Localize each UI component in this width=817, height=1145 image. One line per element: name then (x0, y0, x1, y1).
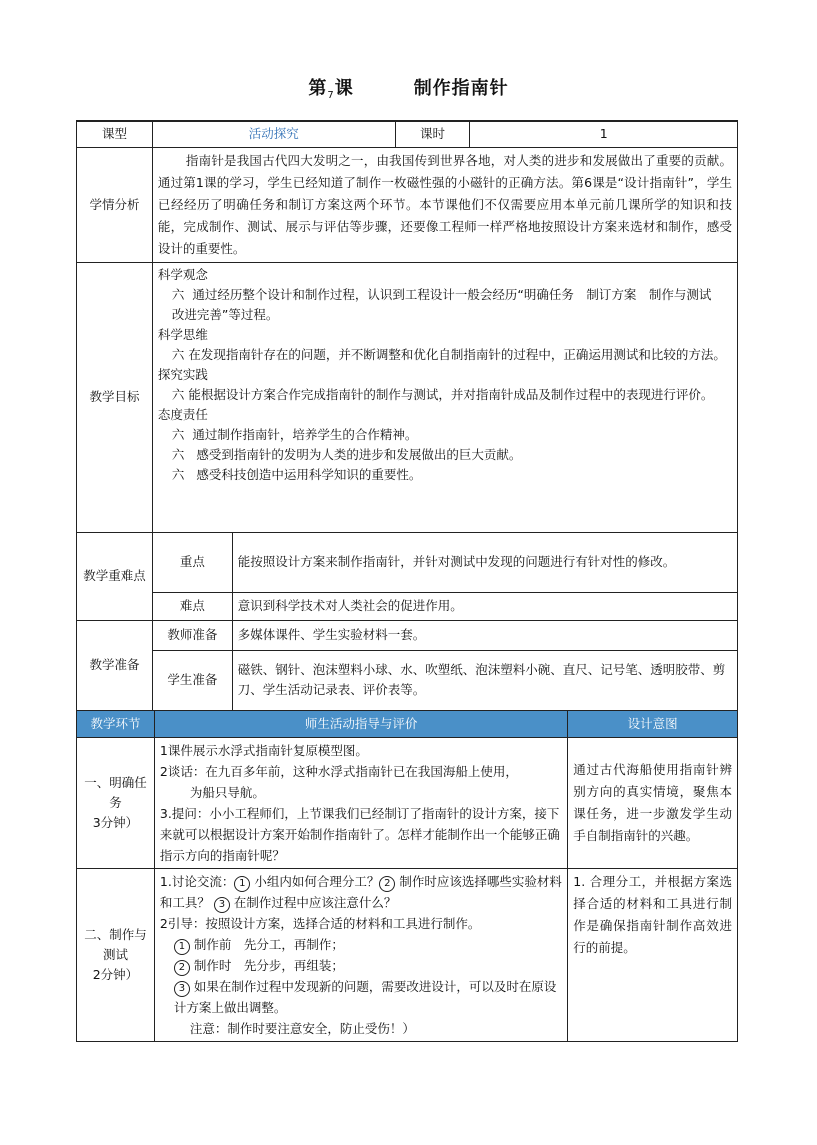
header-activity: 师生活动指导与评价 (154, 711, 567, 738)
step-line: 2 制作时 先分步，再组装； (160, 955, 562, 976)
goal-item: 六 通过制作指南针，培养学生的合作精神。 (171, 426, 418, 442)
type-label: 课型 (77, 121, 153, 147)
goal-item: 六 通过经历整个设计和制作过程，认识到工程设计一般会经历“明确任务 制订方案 制作与测试 改进完善”等过程。 (171, 286, 724, 322)
goals-content (152, 262, 737, 532)
circled-number-icon: 3 (214, 897, 230, 913)
analysis-text: 指南针是我国古代四大发明之一，由我国传到世界各地，对人类的进步和发展做出了重要的贡献。通过第1课的学习，学生已经知道了制作一枚磁性强的小磁针的正确方法。第6课是“设计指南针”，学生已经经历了明确任务和制订方案这两个环节。本节课他们不仅需要应用本单元前几课所学的知识和技能，完成制作、测试、展示与评估等步骤，还要像工程师一样严格地按照设计方案来选材和制作，感受设计的重要性。 (152, 147, 737, 262)
process-table (76, 710, 738, 1042)
stage2-time: 2分钟） (92, 967, 139, 982)
teacher-prep-text: 多媒体课件、学生实验材料一套。 (232, 620, 737, 650)
goal-item: 六 感受到指南针的发明为人类的进步和发展做出的巨大贡献。 (171, 446, 522, 462)
focus-text: 能按照设计方案来制作指南针，并针对测试中发现的问题进行有针对性的修改。 (232, 532, 737, 592)
circled-number-icon: 3 (174, 981, 190, 997)
title-prefix: 第 (308, 78, 328, 99)
bullet-icon: 六 (171, 466, 185, 482)
goal-heading: 态度责任 (157, 406, 208, 422)
stage2-activity (154, 869, 567, 1042)
goal-item: 六 能根据设计方案合作完成指南针的制作与测试，并对指南针成品及制作过程中的表现进行评价。 (171, 386, 714, 402)
stage2-intent: 1. 合理分工，并根据方案选择合适的材料和工具进行制作是确保指南针制作高效进行的前提。 (568, 869, 738, 1042)
bullet-icon: 六 (171, 426, 185, 442)
goal-heading: 探究实践 (157, 366, 208, 382)
bullet-icon: 六 (171, 286, 185, 302)
goals-label: 教学目标 (77, 262, 153, 532)
prep-label: 教学准备 (77, 620, 153, 710)
page-title (0, 74, 817, 101)
stage1-intent: 通过古代海船使用指南针辨别方向的真实情境，聚焦本课任务，进一步激发学生动手自制指南针的兴趣。 (568, 738, 738, 869)
stage2-label (77, 869, 155, 1042)
circled-number-icon: 1 (174, 939, 190, 955)
lesson-number: 7 (327, 90, 335, 101)
analysis-label: 学情分析 (77, 147, 153, 262)
step-line: 1 制作前 先分工，再制作； (160, 934, 562, 955)
bullet-icon: 六 (171, 346, 185, 362)
stage1-line: 2谈话：在九百多年前，这种水浮式指南针已在我国海船上使用， (159, 764, 518, 779)
stage1-activity (154, 738, 567, 869)
difficulty-label: 难点 (152, 592, 232, 620)
circled-number-icon: 2 (379, 876, 395, 892)
process-header (77, 711, 738, 738)
stage1-name: 一、明确任务 (84, 775, 147, 810)
student-prep-label: 学生准备 (152, 650, 232, 710)
discussion-line: 1.讨论交流： 1 小组内如何合理分工？ 2 制作时应该选择哪些实验材料和工具？ 3 在制作过程中应该注意什么？ (160, 871, 562, 913)
stage1-line: 1课件展示水浮式指南针复原模型图。 (159, 743, 368, 758)
stage1-time: 3分钟） (92, 815, 139, 830)
goal-heading: 科学思维 (157, 326, 208, 342)
hours-value: 1 (470, 121, 738, 147)
key-label: 教学重难点 (77, 532, 153, 620)
goal-item: 六 在发现指南针存在的问题，并不断调整和优化自制指南针的过程中，正确运用测试和比较的方法。 (171, 346, 726, 362)
safety-note: 注意：制作时要注意安全，防止受伤！） (189, 1021, 415, 1036)
header-intent: 设计意图 (568, 711, 738, 738)
title-suffix: 课 (334, 78, 354, 99)
focus-label: 重点 (152, 532, 232, 592)
bullet-icon: 六 (171, 386, 185, 402)
type-value: 活动探究 (152, 121, 395, 147)
difficulty-text: 意识到科学技术对人类社会的促进作用。 (232, 592, 737, 620)
teacher-prep-label: 教师准备 (152, 620, 232, 650)
student-prep-text: 磁铁、钢针、泡沫塑料小球、水、吹塑纸、泡沫塑料小碗、直尺、记号笔、透明胶带、剪刀、学生活动记录表、评价表等。 (232, 650, 737, 710)
goal-heading: 科学观念 (157, 266, 208, 282)
stage1-label (77, 738, 155, 869)
circled-number-icon: 2 (174, 960, 190, 976)
guide-line: 2引导：按照设计方案，选择合适的材料和工具进行制作。 (159, 916, 481, 931)
stage2-name: 二、制作与测试 (84, 927, 147, 962)
header-stage: 教学环节 (77, 711, 155, 738)
stage1-line: 3.提问：小小工程师们，上节课我们已经制订了指南针的设计方案，接下来就可以根据设计方案开始制作指南针了。怎样才能制作出一个能够正确指示方向的指南针呢？ (159, 806, 560, 863)
stage1-line: 为船只导航。 (189, 785, 265, 800)
circled-number-icon: 1 (234, 876, 250, 892)
hours-label: 课时 (395, 121, 470, 147)
lesson-info-table (76, 120, 738, 711)
bullet-icon: 六 (171, 446, 185, 462)
lesson-name: 制作指南针 (413, 78, 509, 99)
goal-item: 六 感受科技创造中运用科学知识的重要性。 (171, 466, 422, 482)
step-line: 3 如果在制作过程中发现新的问题，需要改进设计，可以及时在原设计方案上做出调整。 (173, 979, 557, 1015)
